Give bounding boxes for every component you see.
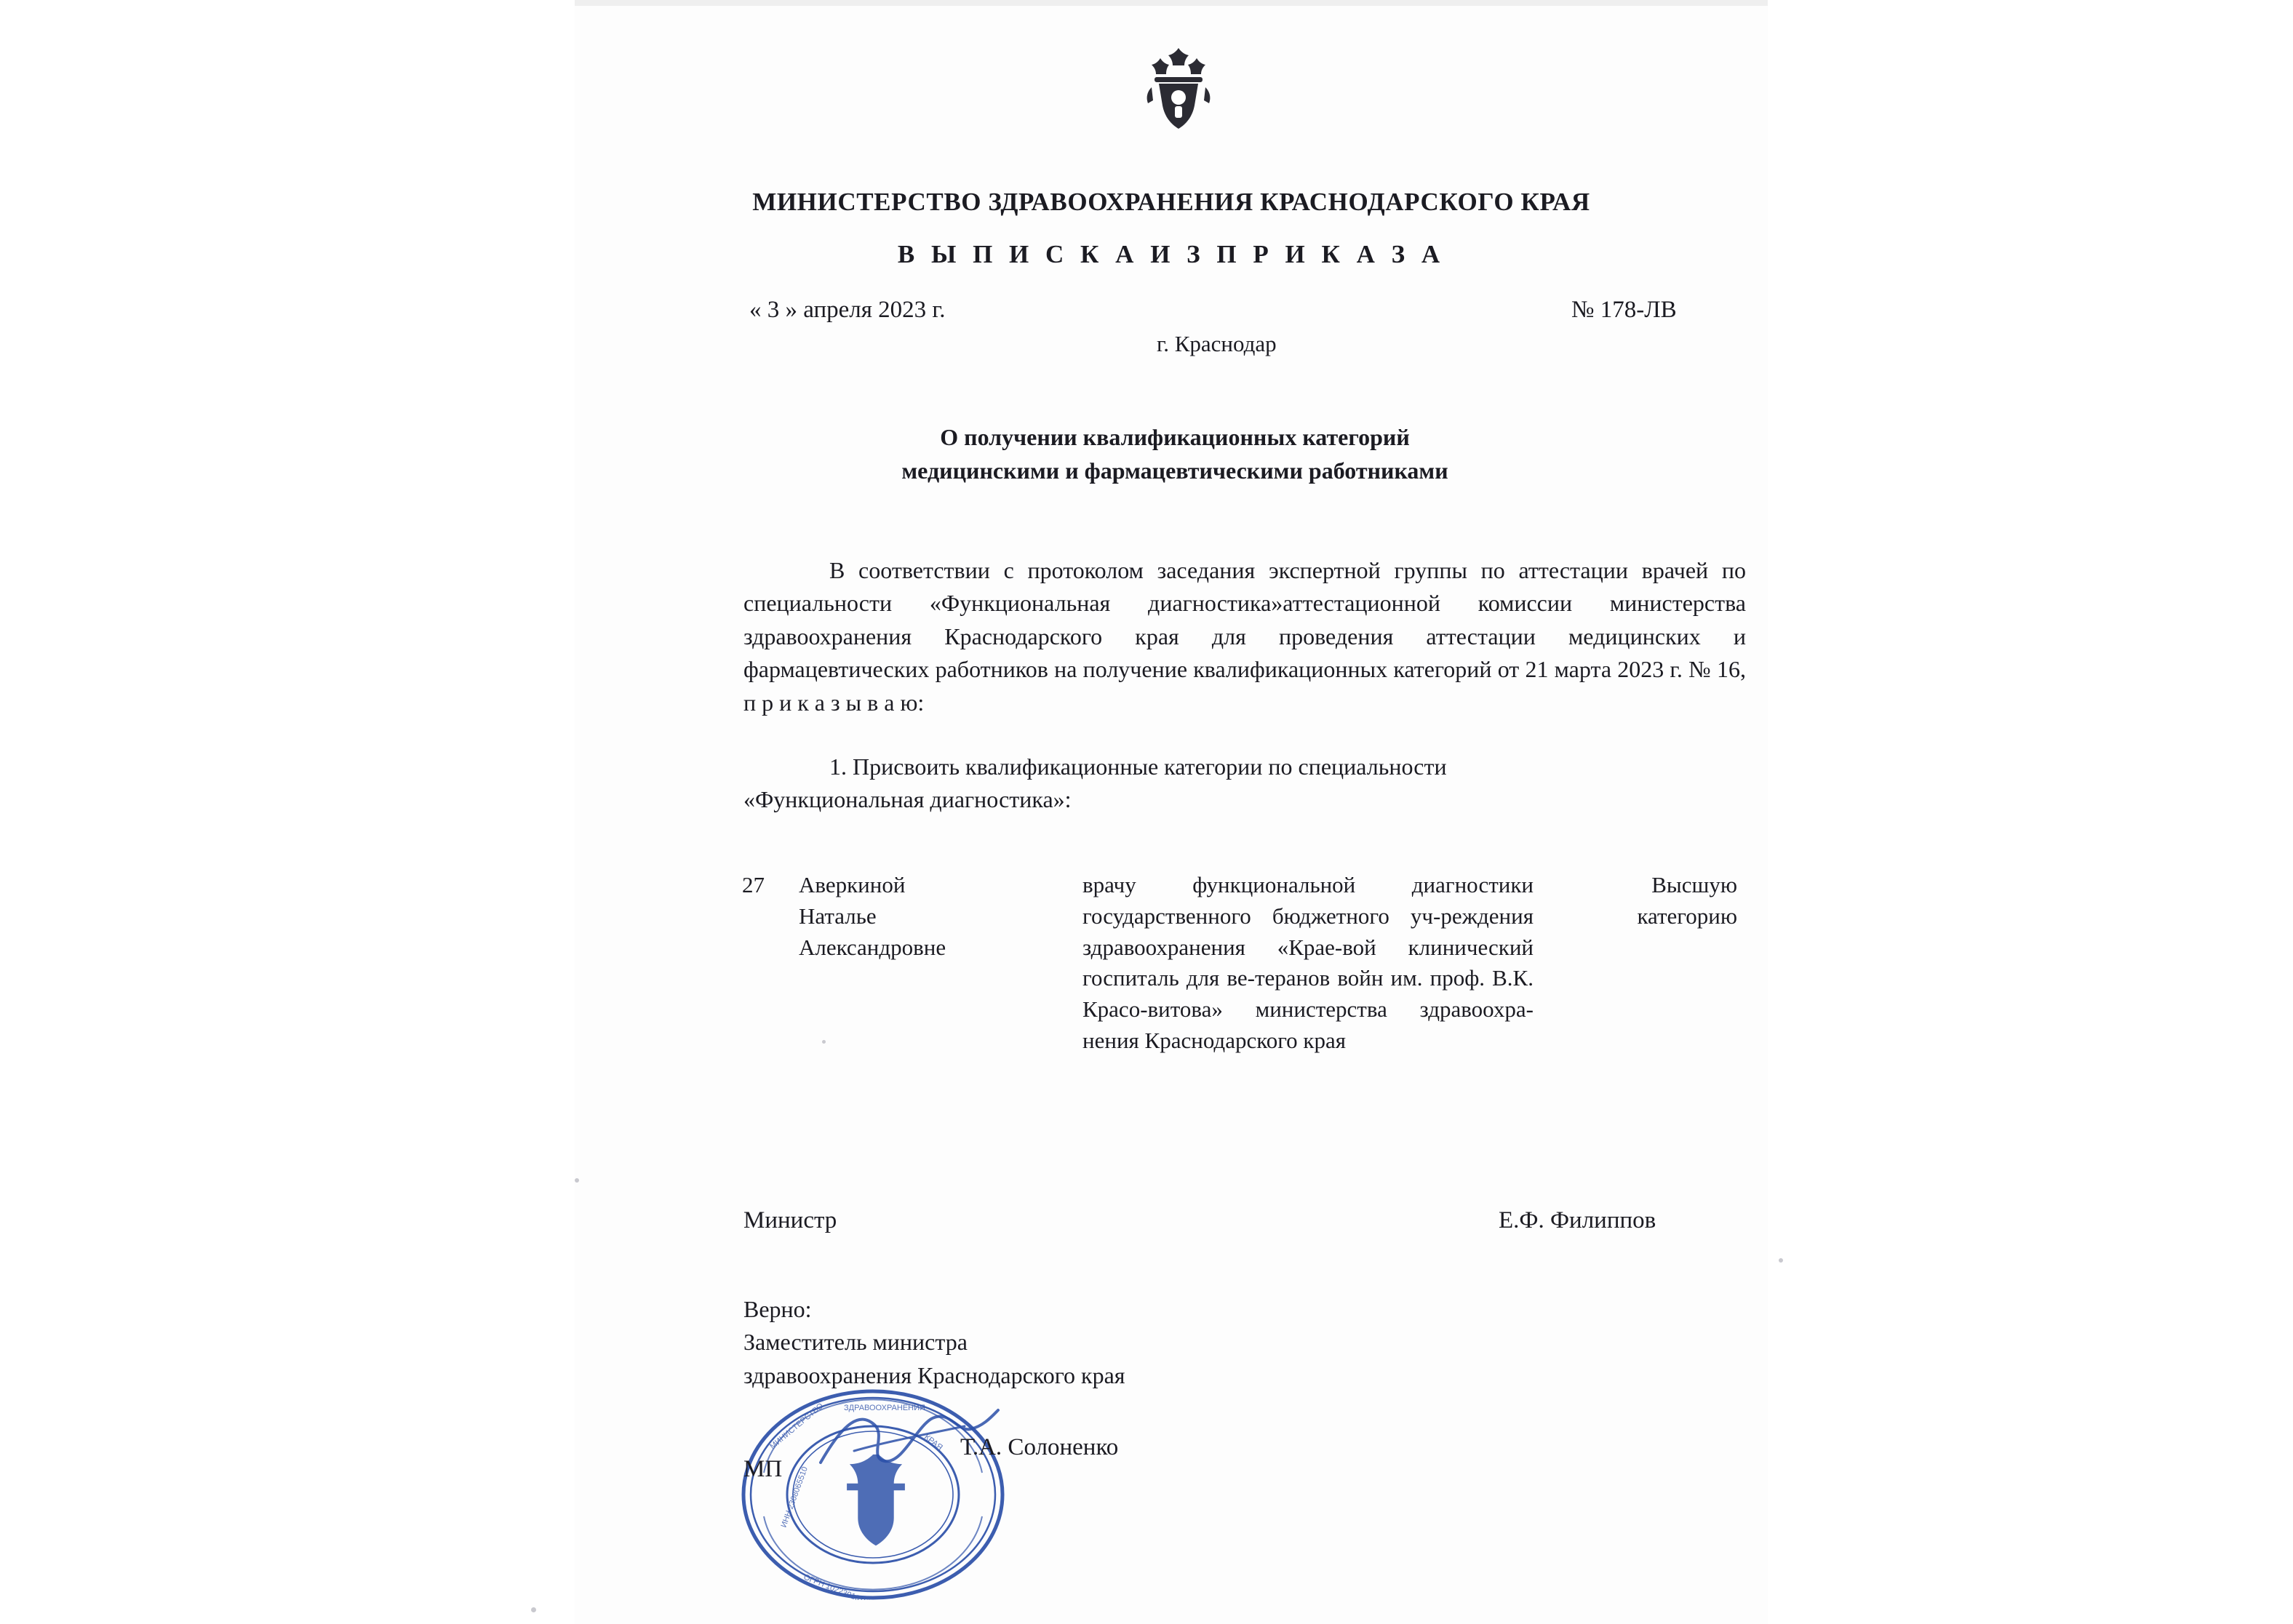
- table-row: [742, 870, 1753, 1057]
- document-kind: В Ы П И С К А И З П Р И К А З А: [897, 240, 1445, 268]
- subject-line-2: медицинскими и фармацевтическими работниками: [901, 457, 1448, 484]
- svg-text:ИНН 2308065510: ИНН 2308065510: [779, 1465, 810, 1529]
- scan-speck: [575, 1178, 579, 1183]
- row-person-name: [799, 870, 1082, 1057]
- document-number: № 178-ЛВ: [1571, 297, 1677, 323]
- preamble-paragraph: [743, 554, 1746, 719]
- signatory-name: Е.Ф. Филиппов: [1499, 1207, 1656, 1233]
- svg-text:МИНИСТЕРСТВО: МИНИСТЕРСТВО: [768, 1401, 826, 1452]
- certification-line-1: Заместитель министра: [743, 1329, 968, 1356]
- svg-text:ОГРН 1022301615567: ОГРН 1022301615567: [802, 1572, 882, 1600]
- scan-top-edge: [575, 0, 1768, 6]
- clause-line-1: 1. Присвоить квалификационные категории по специальности: [829, 753, 1447, 780]
- ministry-title: МИНИСТЕРСТВО ЗДРАВООХРАНЕНИЯ КРАСНОДАРСКОГО КРАЯ: [752, 188, 1590, 216]
- document-city: г. Краснодар: [1157, 331, 1277, 356]
- row-category: Высшую категорию: [1637, 872, 1737, 929]
- person-name-line: Александровне: [799, 934, 946, 960]
- row-organization: врачу функциональной диагностики государственного бюджетного уч-реждения здравоохранения «Крае-вой клинический госпиталь для ве-теранов войн им. проф. В.К. Красо-витова» министерства здравоохра-нения Краснодарского края: [1082, 872, 1534, 1053]
- document-date: « 3 » апреля 2023 г.: [749, 297, 946, 323]
- certification-line-2: здравоохранения Краснодарского края: [743, 1361, 1125, 1388]
- certifier-name: Т.А. Солоненко: [960, 1434, 1119, 1460]
- person-name-line: Аверкиной: [799, 872, 906, 897]
- seal-label: МП: [743, 1456, 783, 1482]
- scan-margin-left: [0, 0, 575, 1624]
- subject-line-1: О получении квалификационных категорий: [940, 424, 1410, 450]
- row-number: 27: [742, 872, 765, 897]
- signatory-role: Министр: [743, 1207, 837, 1233]
- scan-margin-right: [1768, 0, 2293, 1624]
- preamble-text: В соответствии с протоколом заседания экспертной группы по аттестации врачей по специальности «Функциональная диагностика»аттестационной комиссии министерства здравоохранения Краснодарского края для проведения аттестации медицинских и фармацевтических работников на получение квалификационных категорий от 21 марта 2023 г. № 16, п р и к а з ы в а ю:: [743, 557, 1746, 716]
- clause-line-2: «Функциональная диагностика»:: [743, 786, 1072, 813]
- order-clause: [743, 751, 1718, 817]
- certification-verno: Верно:: [743, 1296, 812, 1322]
- scan-speck: [1779, 1258, 1783, 1263]
- svg-text:ЗДРАВООХРАНЕНИЯ: ЗДРАВООХРАНЕНИЯ: [844, 1404, 925, 1412]
- scan-speck: [531, 1607, 536, 1612]
- document-subject: [720, 420, 1630, 488]
- person-name-line: Наталье: [799, 903, 877, 929]
- svg-text:КРАЯ: КРАЯ: [922, 1432, 944, 1452]
- coat-of-arms-icon: [1138, 45, 1219, 136]
